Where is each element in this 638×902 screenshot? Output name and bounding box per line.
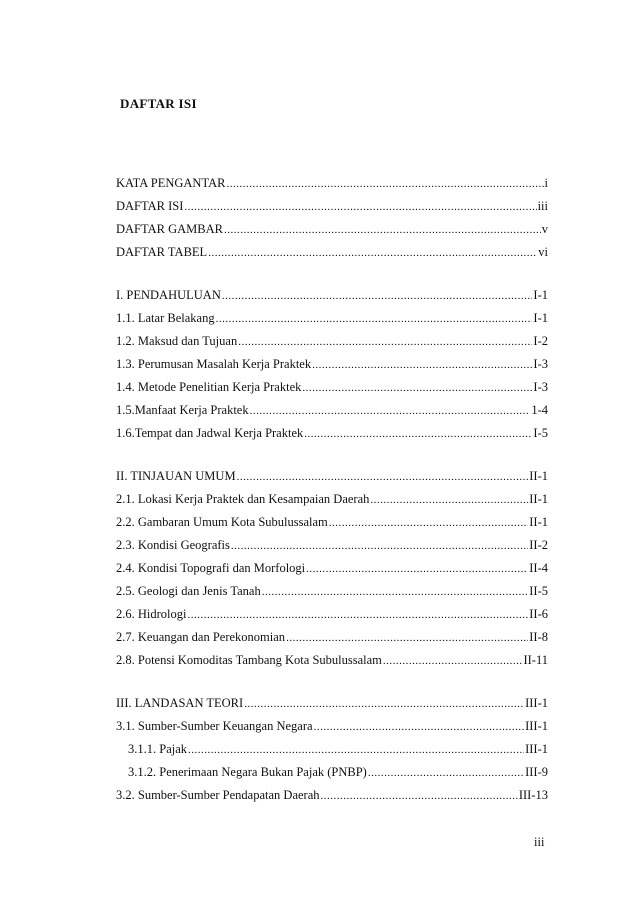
toc-entry[interactable] xyxy=(116,426,548,449)
toc-entry-page: III-13 xyxy=(518,788,548,802)
toc-section xyxy=(116,176,548,268)
toc-entry[interactable] xyxy=(116,199,548,222)
toc-entry-label: 3.2. Sumber-Sumber Pendapatan Daerah xyxy=(116,788,320,802)
dot-leader xyxy=(238,336,532,348)
toc-entry[interactable] xyxy=(116,492,548,515)
dot-leader xyxy=(312,359,532,371)
toc-entry-label: 1.6.Tempat dan Jadwal Kerja Praktek xyxy=(116,426,304,440)
toc-entry-label: 2.2. Gambaran Umum Kota Subulussalam xyxy=(116,515,328,529)
toc-entry[interactable] xyxy=(116,742,548,765)
toc-entry[interactable] xyxy=(116,357,548,380)
toc-entry-page: I-1 xyxy=(533,311,548,325)
page-title: DAFTAR ISI xyxy=(120,96,197,111)
toc-entry[interactable] xyxy=(116,176,548,199)
dot-leader xyxy=(262,586,529,598)
toc-entry[interactable] xyxy=(116,719,548,742)
toc-entry-page: II-2 xyxy=(529,538,548,552)
dot-leader xyxy=(250,405,531,417)
toc-entry-label: KATA PENGANTAR xyxy=(116,176,226,190)
toc-entry[interactable] xyxy=(116,607,548,630)
toc-entry-label: 2.1. Lokasi Kerja Praktek dan Kesampaian Daerah xyxy=(116,492,370,506)
dot-leader xyxy=(306,563,528,575)
dot-leader xyxy=(329,517,528,529)
dot-leader xyxy=(314,721,525,733)
toc-entry-page: i xyxy=(544,176,548,190)
toc-entry[interactable] xyxy=(116,380,548,403)
dot-leader xyxy=(383,655,523,667)
dot-leader xyxy=(226,178,543,190)
dot-leader xyxy=(321,790,518,802)
toc-entry-label: 2.8. Potensi Komoditas Tambang Kota Subulussalam xyxy=(116,653,382,667)
toc-entry-label: 2.5. Geologi dan Jenis Tanah xyxy=(116,584,261,598)
dot-leader xyxy=(208,247,537,259)
dot-leader xyxy=(187,609,528,621)
toc-entry-page: II-6 xyxy=(529,607,548,621)
toc-entry-page: II-8 xyxy=(529,630,548,644)
toc-entry[interactable] xyxy=(116,311,548,334)
toc-entry[interactable] xyxy=(116,469,548,492)
toc-entry-page: III-1 xyxy=(525,696,548,710)
toc-entry-page: I-2 xyxy=(533,334,548,348)
dot-leader xyxy=(368,767,524,779)
dot-leader xyxy=(302,382,532,394)
toc-entry[interactable] xyxy=(116,584,548,607)
toc-entry-label: 3.1. Sumber-Sumber Keuangan Negara xyxy=(116,719,313,733)
toc-entry-page: II-1 xyxy=(529,469,548,483)
toc-entry-page: II-11 xyxy=(523,653,548,667)
toc-entry-label: 2.4. Kondisi Topografi dan Morfologi xyxy=(116,561,306,575)
toc-entry-label: 2.6. Hidrologi xyxy=(116,607,187,621)
toc-entry-page: III-9 xyxy=(525,765,548,779)
dot-leader xyxy=(224,224,541,236)
dot-leader xyxy=(244,698,524,710)
toc-entry-page: I-3 xyxy=(533,380,548,394)
toc-entry[interactable] xyxy=(116,765,548,788)
toc-entry[interactable] xyxy=(116,630,548,653)
toc-entry[interactable] xyxy=(116,222,548,245)
dot-leader xyxy=(188,744,524,756)
toc-entry-page: vi xyxy=(538,245,548,259)
dot-leader xyxy=(184,201,536,213)
toc-entry-page: III-1 xyxy=(525,719,548,733)
toc-entry-page: I-1 xyxy=(533,288,548,302)
dot-leader xyxy=(286,632,528,644)
toc-entry-page: 1-4 xyxy=(531,403,548,417)
toc-entry-page: III-1 xyxy=(525,742,548,756)
toc-entry[interactable] xyxy=(116,334,548,357)
toc-entry-page: II-1 xyxy=(529,492,548,506)
toc-entry-label: II. TINJAUAN UMUM xyxy=(116,469,236,483)
toc-entry-page: II-5 xyxy=(529,584,548,598)
toc-entry-label: 2.3. Kondisi Geografis xyxy=(116,538,230,552)
toc-entry[interactable] xyxy=(116,788,548,811)
dot-leader xyxy=(222,290,533,302)
dot-leader xyxy=(237,471,529,483)
toc-entry-label: 1.5.Manfaat Kerja Praktek xyxy=(116,403,249,417)
toc-entry-label: DAFTAR TABEL xyxy=(116,245,208,259)
dot-leader xyxy=(231,540,528,552)
toc-entry[interactable] xyxy=(116,538,548,561)
toc-entry-page: I-3 xyxy=(533,357,548,371)
toc-entry-label: 2.7. Keuangan dan Perekonomian xyxy=(116,630,286,644)
table-of-contents xyxy=(116,176,548,831)
dot-leader xyxy=(304,428,532,440)
dot-leader xyxy=(216,313,533,325)
toc-section xyxy=(116,696,548,811)
toc-entry-label: 1.2. Maksud dan Tujuan xyxy=(116,334,238,348)
toc-entry-label: I. PENDAHULUAN xyxy=(116,288,221,302)
toc-entry-page: II-1 xyxy=(529,515,548,529)
toc-entry-label: 3.1.2. Penerimaan Negara Bukan Pajak (PNBP) xyxy=(128,765,367,779)
toc-entry[interactable] xyxy=(116,561,548,584)
toc-entry-label: 1.1. Latar Belakang xyxy=(116,311,215,325)
toc-entry[interactable] xyxy=(116,515,548,538)
toc-entry-label: DAFTAR GAMBAR xyxy=(116,222,224,236)
toc-entry-label: DAFTAR ISI xyxy=(116,199,184,213)
toc-entry-label: III. LANDASAN TEORI xyxy=(116,696,244,710)
toc-entry-page: iii xyxy=(537,199,548,213)
toc-entry-label: 1.4. Metode Penelitian Kerja Praktek xyxy=(116,380,302,394)
toc-entry-page: v xyxy=(541,222,548,236)
toc-section xyxy=(116,288,548,449)
dot-leader xyxy=(370,494,528,506)
toc-entry-page: II-4 xyxy=(529,561,548,575)
toc-entry[interactable] xyxy=(116,653,548,676)
toc-entry[interactable] xyxy=(116,696,548,719)
page-number: iii xyxy=(534,835,545,849)
toc-entry[interactable] xyxy=(116,288,548,311)
toc-entry-page: I-5 xyxy=(533,426,548,440)
toc-entry-label: 3.1.1. Pajak xyxy=(128,742,188,756)
toc-entry[interactable] xyxy=(116,403,548,426)
toc-section xyxy=(116,469,548,676)
toc-entry[interactable] xyxy=(116,245,548,268)
toc-entry-label: 1.3. Perumusan Masalah Kerja Praktek xyxy=(116,357,312,371)
